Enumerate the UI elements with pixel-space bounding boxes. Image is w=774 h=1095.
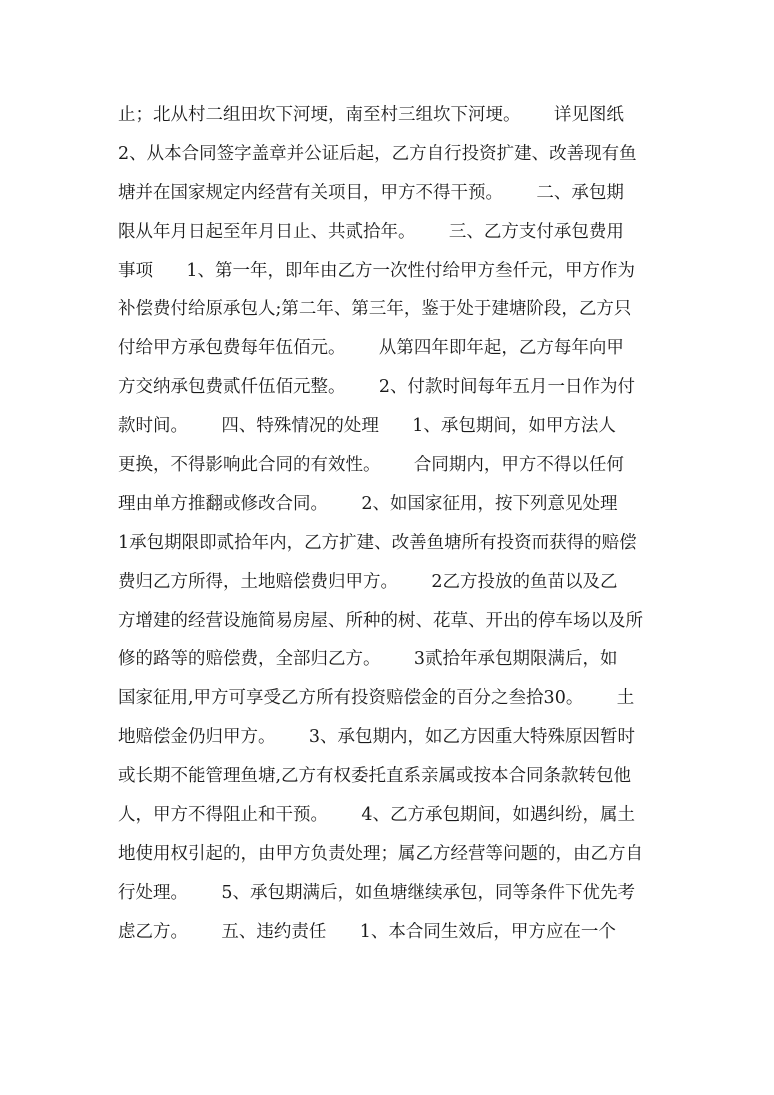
- text-line: 地赔偿金仍归甲方。 3、承包期内，如乙方因重大特殊原因暂时: [118, 727, 636, 748]
- text-line: 费归乙方所得，土地赔偿费归甲方。 2乙方投放的鱼苗以及乙: [118, 571, 618, 592]
- text-line: 事项 1、第一年，即年由乙方一次性付给甲方叁仟元，甲方作为: [118, 260, 636, 281]
- text-line: 国家征用,甲方可享受乙方所有投资赔偿金的百分之叁拾30。 土: [118, 688, 635, 709]
- text-line: 地使用权引起的，由甲方负责处理；属乙方经营等问题的，由乙方自: [118, 843, 643, 864]
- text-line: 补偿费付给原承包人;第二年、第三年，鉴于处于建塘阶段，乙方只: [118, 299, 632, 320]
- text-line: 修的路等的赔偿费，全部归乙方。 3贰拾年承包期限满后，如: [118, 649, 618, 670]
- text-line: 止；北从村二组田坎下河埂，南至村三组坎下河埂。 详见图纸: [118, 105, 624, 125]
- text-line: 更换，不得影响此合同的有效性。 合同期内，甲方不得以任何: [118, 455, 624, 476]
- text-line: 或长期不能管理鱼塘,乙方有权委托直系亲属或按本合同条款转包他: [118, 766, 632, 787]
- text-line: 款时间。 四、特殊情况的处理 1、承包期间，如甲方法人: [118, 416, 616, 437]
- text-line: 限从年月日起至年月日止、共贰拾年。 三、乙方支付承包费用: [118, 221, 624, 242]
- text-line: 方交纳承包费贰仟伍佰元整。 2、付款时间每年五月一日作为付: [118, 377, 636, 398]
- text-line: 人，甲方不得阻止和干预。 4、乙方承包期间，如遇纠纷，属土: [118, 805, 636, 826]
- text-line: 塘并在国家规定内经营有关项目，甲方不得干预。 二、承包期: [118, 182, 624, 203]
- text-line: 方增建的经营设施简易房屋、所种的树、花草、开出的停车场以及所: [118, 610, 643, 631]
- text-line: 理由单方推翻或修改合同。 2、如国家征用，按下列意见处理: [118, 493, 618, 514]
- text-line: 行处理。 5、承包期满后，如鱼塘继续承包，同等条件下优先考: [118, 882, 636, 903]
- text-line: 付给甲方承包费每年伍佰元。 从第四年即年起，乙方每年向甲: [118, 338, 624, 359]
- text-line: 虑乙方。 五、违约责任 1、本合同生效后，甲方应在一个: [118, 921, 616, 942]
- text-line: 1承包期限即贰拾年内，乙方扩建、改善鱼塘所有投资而获得的赔偿: [118, 532, 637, 553]
- text-line: 2、从本合同签字盖章并公证后起，乙方自行投资扩建、改善现有鱼: [118, 143, 637, 164]
- contract-text-body: [118, 96, 663, 952]
